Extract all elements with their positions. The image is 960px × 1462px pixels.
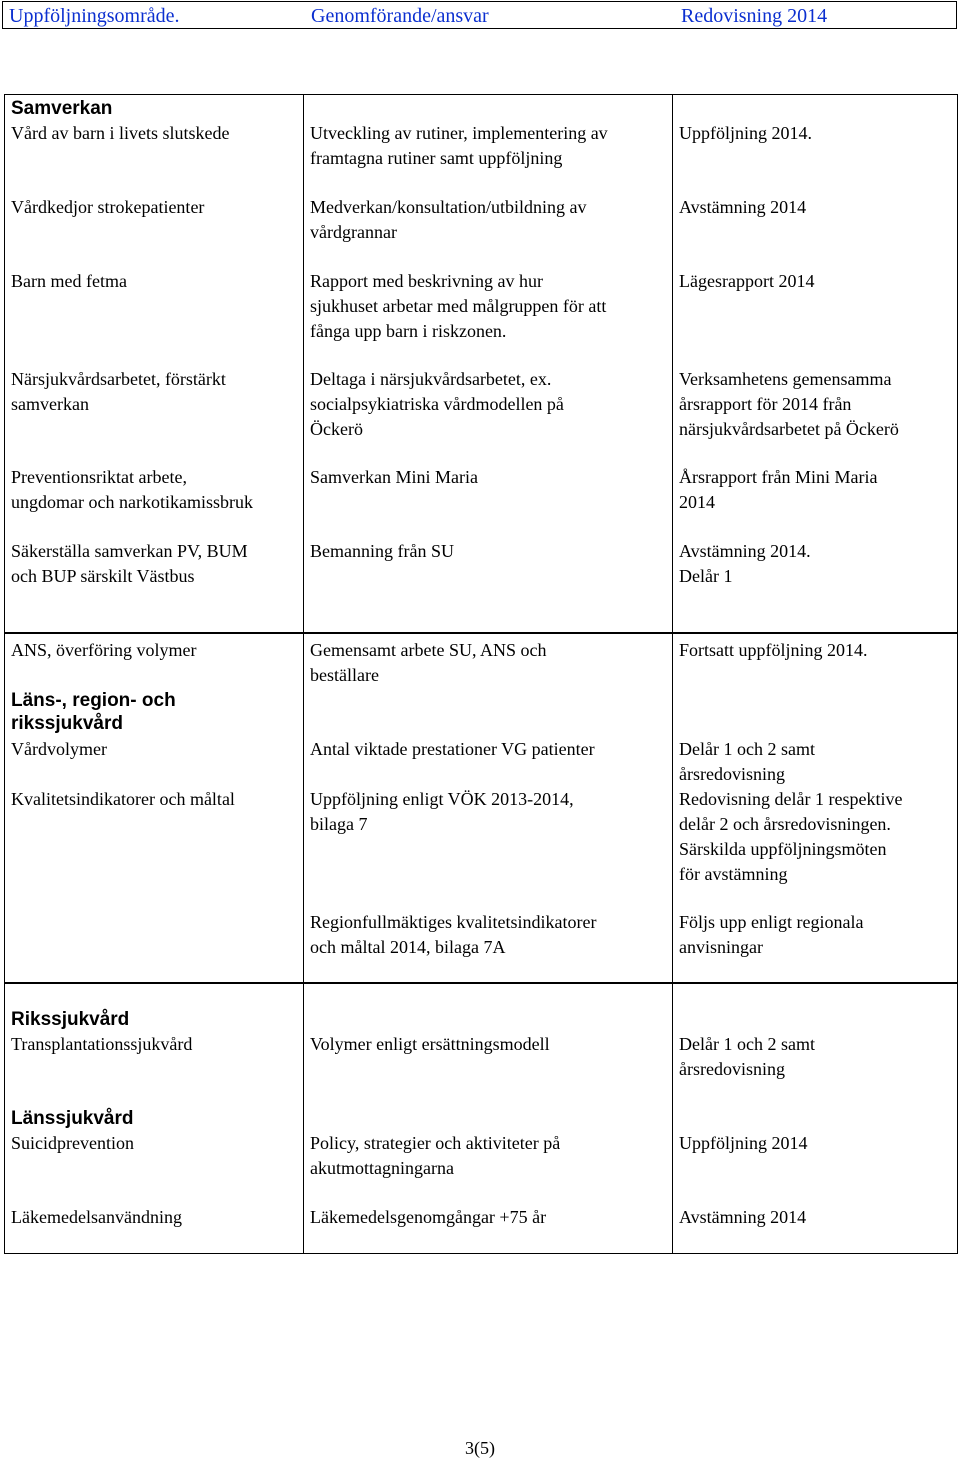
row-report: Uppföljning 2014.	[679, 123, 812, 143]
header-col-implementation: Genomförande/ansvar	[311, 5, 489, 27]
column-divider	[672, 984, 673, 1253]
row-area: Preventionsriktat arbete, ungdomar och narkotikamissbruk	[11, 467, 253, 512]
row-report: Uppföljning 2014	[679, 1133, 808, 1153]
row-report: Fortsatt uppföljning 2014.	[679, 640, 868, 660]
row-area: Kvalitetsindikatorer och måltal	[11, 789, 235, 809]
section-title-lanssjukvard: Länssjukvård	[11, 1108, 134, 1129]
row-implementation: Volymer enligt ersättningsmodell	[310, 1034, 550, 1054]
row-area: Vårdkedjor strokepatienter	[11, 197, 205, 217]
column-divider	[672, 634, 673, 982]
row-area: Säkerställa samverkan PV, BUM och BUP särskilt Västbus	[11, 541, 248, 586]
row-implementation: Samverkan Mini Maria	[310, 467, 478, 487]
row-report: Avstämning 2014	[679, 197, 807, 217]
row-implementation: Utveckling av rutiner, implementering av framtagna rutiner samt uppföljning	[310, 123, 608, 168]
row-area: ANS, överföring volymer	[11, 640, 197, 660]
row-area: Läkemedelsanvändning	[11, 1207, 182, 1227]
row-implementation: Regionfullmäktiges kvalitetsindikatorer och måltal 2014, bilaga 7A	[310, 912, 597, 957]
column-divider	[303, 95, 304, 632]
row-report: Lägesrapport 2014	[679, 271, 815, 291]
riks-lanssjukvard-table	[4, 983, 958, 1254]
row-report: Avstämning 2014	[679, 1207, 807, 1227]
row-report: Delår 1 och 2 samt årsredovisning	[679, 1034, 815, 1079]
row-report: Följs upp enligt regionala anvisningar	[679, 912, 864, 957]
header-col-area: Uppföljningsområde.	[9, 5, 180, 27]
section-title-samverkan: Samverkan	[11, 98, 113, 119]
row-area: Vård av barn i livets slutskede	[11, 123, 230, 143]
row-implementation: Bemanning från SU	[310, 541, 454, 561]
section-title-rikssjukvard: Rikssjukvård	[11, 1009, 130, 1030]
row-implementation: Uppföljning enligt VÖK 2013-2014, bilaga 7	[310, 789, 574, 834]
row-implementation: Policy, strategier och aktiviteter på akutmottagningarna	[310, 1133, 561, 1178]
row-area: Vårdvolymer	[11, 739, 107, 759]
row-area: Suicidprevention	[11, 1133, 134, 1153]
row-implementation: Deltaga i närsjukvårdsarbetet, ex. socialpsykiatriska vårdmodellen på Öckerö	[310, 369, 564, 439]
column-divider	[303, 634, 304, 982]
row-implementation: Antal viktade prestationer VG patienter	[310, 739, 595, 759]
row-implementation: Medverkan/konsultation/utbildning av vårdgrannar	[310, 197, 587, 242]
row-report: Redovisning delår 1 respektive delår 2 och årsredovisningen. Särskilda uppföljningsmöten för avstämning	[679, 789, 903, 884]
row-implementation: Gemensamt arbete SU, ANS och beställare	[310, 640, 547, 685]
column-divider	[303, 984, 304, 1253]
row-implementation: Läkemedelsgenomgångar +75 år	[310, 1207, 547, 1227]
header-col-report: Redovisning 2014	[681, 5, 828, 27]
page-number: 3(5)	[465, 1438, 495, 1458]
lans-region-table	[4, 633, 958, 983]
row-report: Avstämning 2014. Delår 1	[679, 541, 811, 586]
row-area: Närsjukvårdsarbetet, förstärkt samverkan	[11, 369, 226, 414]
row-report: Verksamhetens gemensamma årsrapport för 2014 från närsjukvårdsarbetet på Öckerö	[679, 369, 899, 439]
row-report: Årsrapport från Mini Maria 2014	[679, 467, 878, 512]
row-area: Transplantationssjukvård	[11, 1034, 193, 1054]
samverkan-table	[4, 94, 958, 633]
row-implementation: Rapport med beskrivning av hur sjukhuset arbetar med målgruppen för att fånga upp barn i riskzonen.	[310, 271, 607, 341]
row-area: Barn med fetma	[11, 271, 127, 291]
column-header-bar	[2, 1, 957, 29]
column-divider	[672, 95, 673, 632]
row-report: Delår 1 och 2 samt årsredovisning	[679, 739, 815, 784]
section-title-lans-region-riks: Läns-, region- och rikssjukvård	[11, 690, 176, 734]
